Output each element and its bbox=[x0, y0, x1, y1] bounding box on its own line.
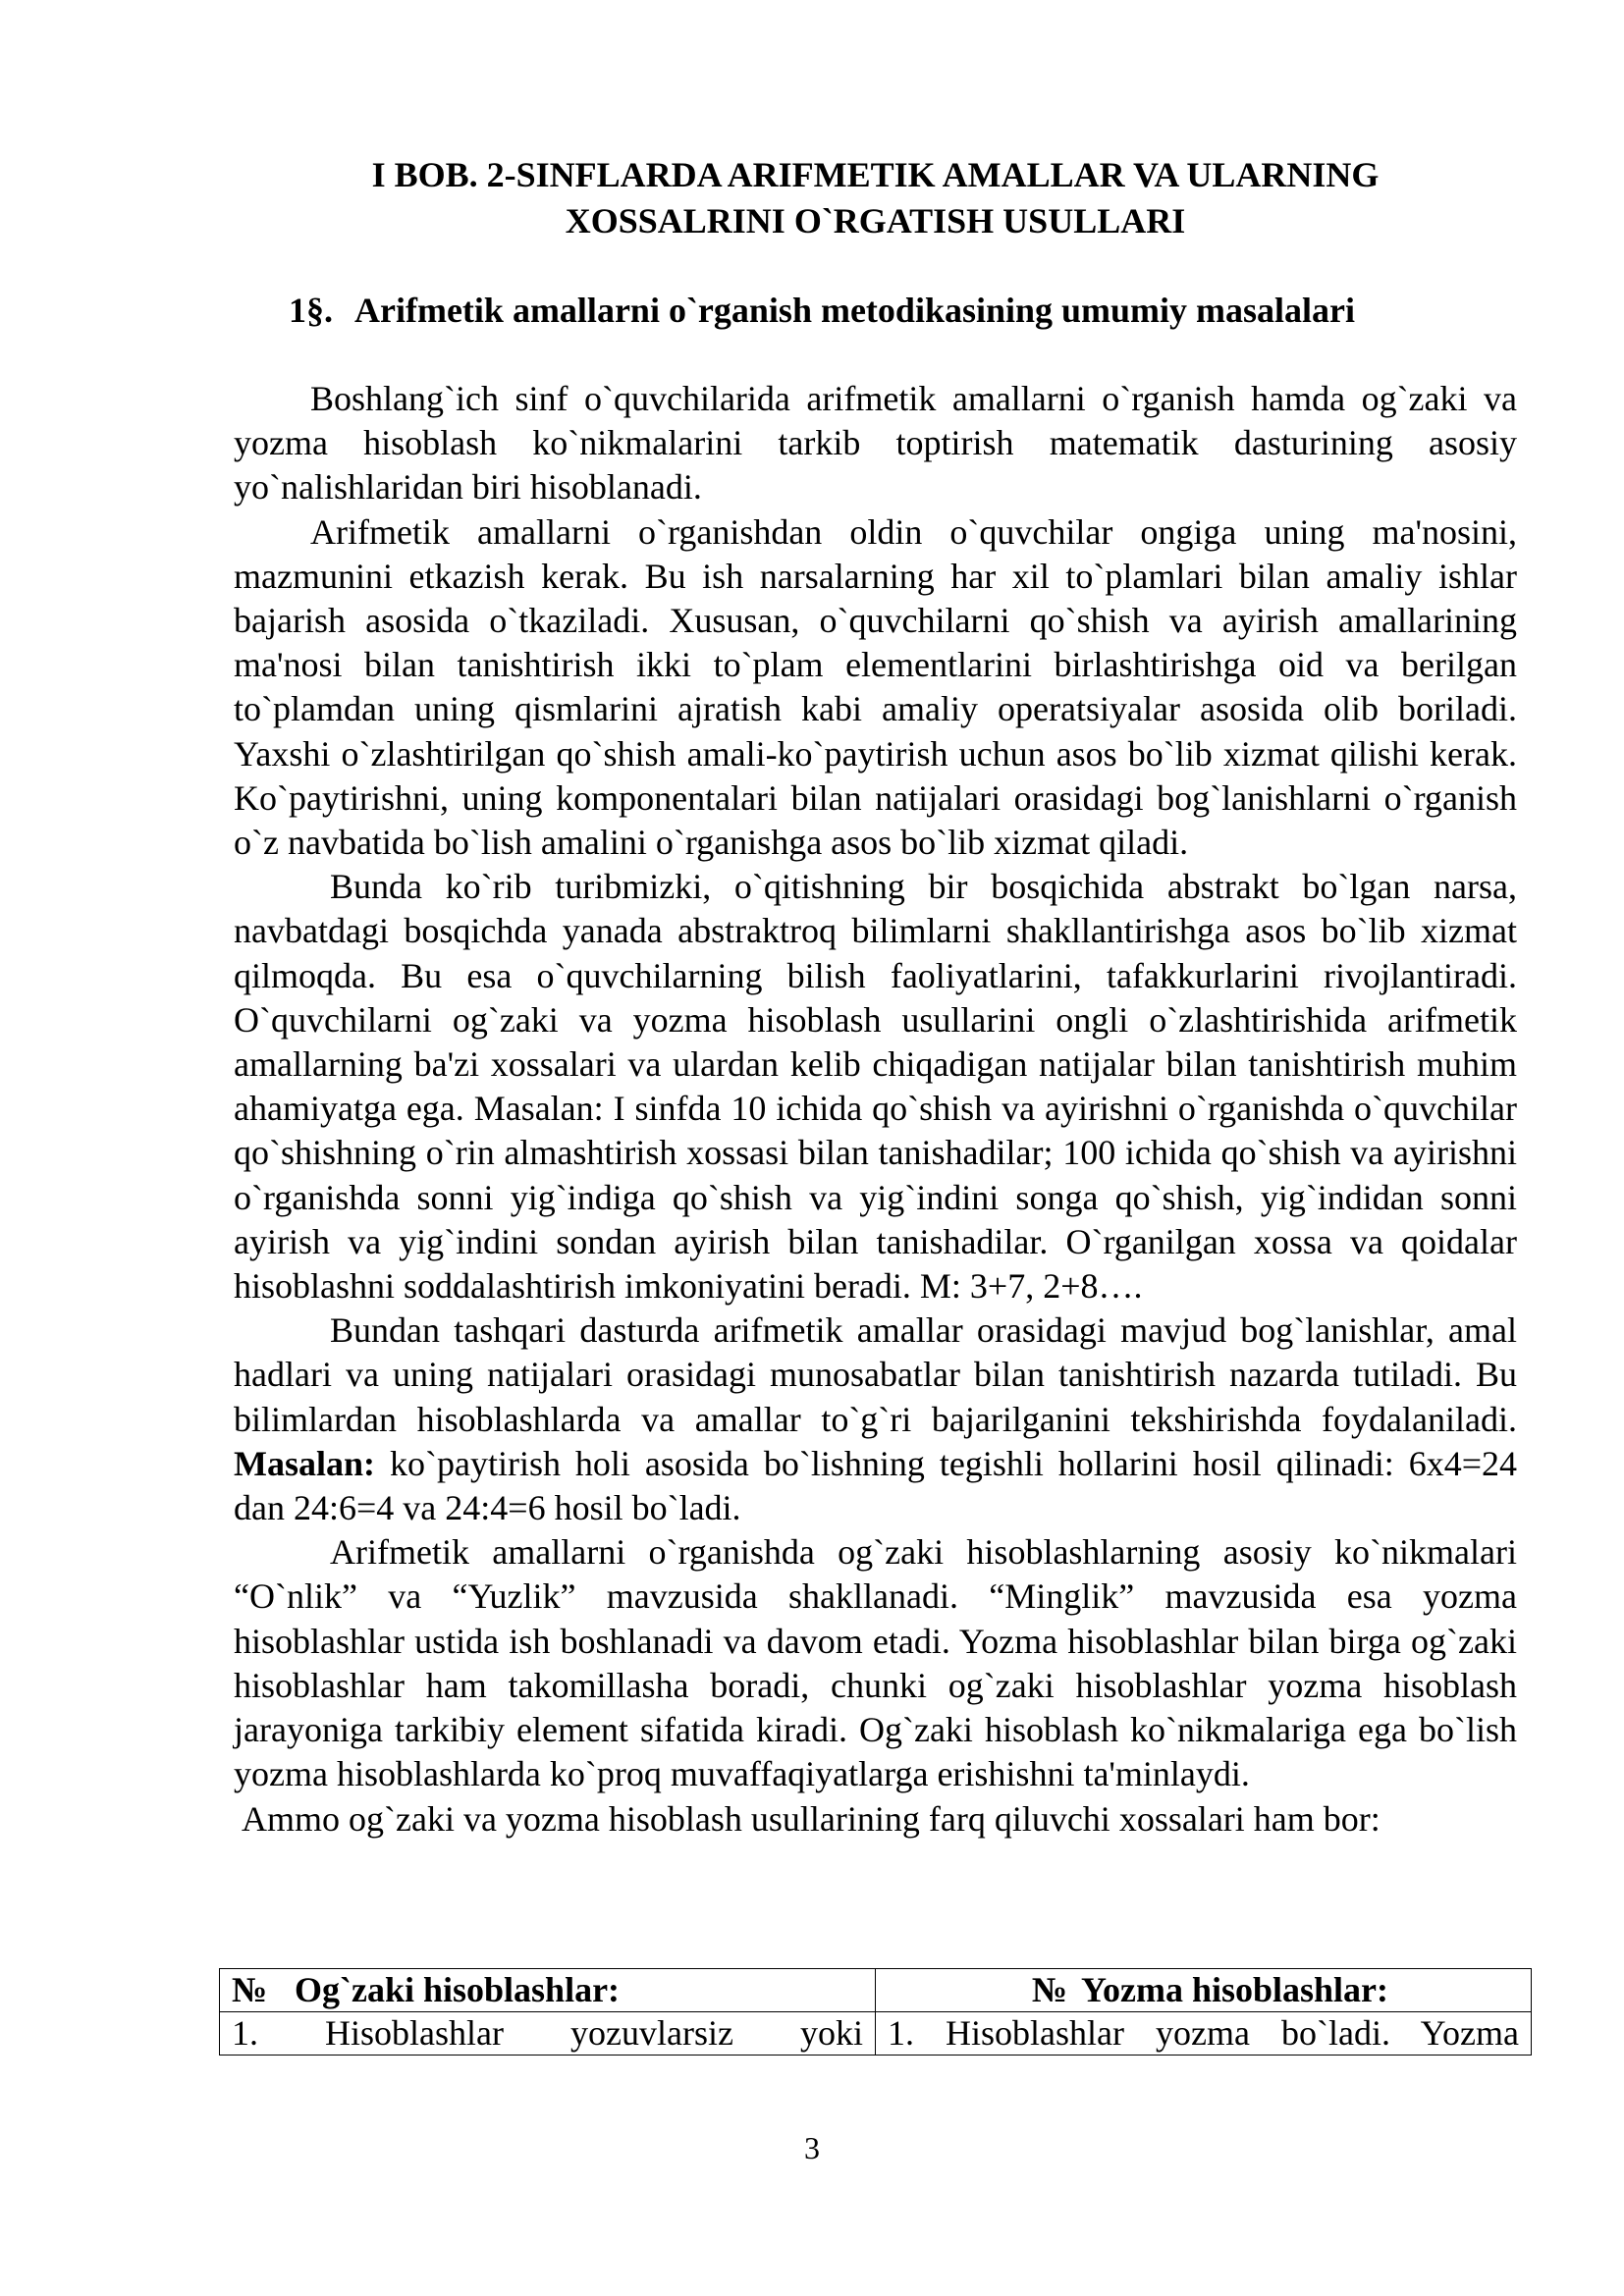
header-written-calculations bbox=[876, 1969, 1532, 2012]
comparison-table bbox=[219, 1968, 1532, 2056]
body-text bbox=[234, 377, 1517, 1842]
table-cell-oral-1: 1. Hisoblashlar yozuvlarsiz yoki bbox=[220, 2012, 876, 2056]
paragraph-2: Arifmetik amallarni o`rganishdan oldin o`quvchilar ongiga uning ma'nosini, mazmunini etkazish kerak. Bu ish narsalarning har xil to`plamlari bilan amaliy ishlar bajarish asosida o`tkaziladi. Xususan, o`quvchilarni qo`shish va ayirish amallarining ma'nosi bilan tanishtirish ikki to`plam elementlarini birlashtirishga oid va berilgan to`plamdan uning qismlarini ajratish kabi amaliy operatsiyalar asosida olib boriladi. Yaxshi o`zlashtirilgan qo`shish amali-ko`paytirish uchun asos bo`lib xizmat qilishi kerak. Ko`paytirishni, uning komponentalari bilan natijalari orasidagi bog`lanishlarni o`rganish o`z navbatida bo`lish amalini o`rganishga asos bo`lib xizmat qiladi. bbox=[234, 511, 1517, 863]
section-number: 1§. bbox=[289, 291, 333, 330]
page-content bbox=[234, 152, 1517, 1842]
header-left-number: № bbox=[232, 1970, 268, 2009]
chapter-title-line-1: I BOB. 2-SINFLARDA ARIFMETIK AMALLAR VA ULARNING bbox=[371, 155, 1380, 194]
paragraph-3: Bunda ko`rib turibmizki, o`qitishning bir bosqichida abstrakt bo`lgan narsa, navbatdagi bosqichda yanada abstraktroq bilimlarni shakllantirishga asos bo`lib xizmat qilmoqda. Bu esa o`quvchilarning bilish faoliyatlarini, tafakkurlarini rivojlantiradi. O`quvchilarni og`zaki va yozma hisoblash usullarini ongli o`zlashtirishida arifmetik amallarning ba'zi xossalari va ulardan kelib chiqadigan natijalar bilan tanishtirish muhim ahamiyatga ega. Masalan: I sinfda 10 ichida qo`shish va ayirishni o`rganishda o`quvchilar qo`shishning o`rin almashtirish xossasi bilan tanishadilar; 100 ichida qo`shish va ayirishni o`rganishda sonni yig`indiga qo`shish va yig`indini songa qo`shish, yig`indidan sonni ayirish va yig`indini sondan ayirish bilan tanishadilar. O`rganilgan xossa va qoidalar hisoblashni soddalashtirish imkoniyatini beradi. M: 3+7, 2+8…. bbox=[234, 867, 1517, 1307]
header-right-label: Yozma hisoblashlar: bbox=[1080, 1970, 1389, 2009]
header-right-number: № bbox=[1031, 1970, 1068, 2009]
paragraph-4-text-before: Bundan tashqari dasturda arifmetik amallar orasidagi mavjud bog`lanishlar, amal hadlari va uning natijalari orasidagi munosabatlar bilan tanishtirish nazarda tutiladi. Bu bilimlardan hisoblashlarda va amallar to`g`ri bajarilganini tekshirishda foydalaniladi. bbox=[234, 1310, 1517, 1439]
table-row bbox=[220, 2012, 1532, 2056]
table-header-row bbox=[220, 1969, 1532, 2012]
chapter-title-line-2: XOSSALRINI O`RGATISH USULLARI bbox=[565, 201, 1186, 240]
chapter-title bbox=[234, 152, 1517, 244]
paragraph-4 bbox=[234, 1308, 1517, 1530]
paragraph-6: Ammo og`zaki va yozma hisoblash usullarining farq qiluvchi xossalari ham bor: bbox=[242, 1798, 1380, 1839]
table-cell-written-1: 1. Hisoblashlar yozma bo`ladi. Yozma bbox=[876, 2012, 1532, 2056]
paragraph-4-bold-example: Masalan: bbox=[234, 1443, 375, 1483]
header-oral-calculations bbox=[220, 1969, 876, 2012]
header-left-label: Og`zaki hisoblashlar: bbox=[295, 1970, 621, 2009]
paragraph-4-text-after: ko`paytirish holi asosida bo`lishning tegishli hollarini hosil qilinadi: 6x4=24 dan 24:6=4 va 24:4=6 hosil bo`ladi. bbox=[234, 1443, 1518, 1528]
paragraph-5: Arifmetik amallarni o`rganishda og`zaki hisoblashlarning asosiy ko`nikmalari “O`nlik” va “Yuzlik” mavzusida shakllanadi. “Minglik” mavzusida esa yozma hisoblashlar ustida ish boshlanadi va davom etadi. Yozma hisoblashlar bilan birga og`zaki hisoblashlar ham takomillasha boradi, chunki og`zaki hisoblashlar yozma hisoblash jarayoniga tarkibiy element sifatida kiradi. Og`zaki hisoblash ko`nikmalariga ega bo`lish yozma hisoblashlarda ko`proq muvaffaqiyatlarga erishishni ta'minlaydi. bbox=[234, 1532, 1517, 1794]
paragraph-1: Boshlang`ich sinf o`quvchilarida arifmetik amallarni o`rganish hamda og`zaki va yozma hisoblash ko`nikmalarini tarkib toptirish matematik dasturining asosiy yo`nalishlaridan biri hisoblanadi. bbox=[234, 379, 1517, 507]
section-heading: Arifmetik amallarni o`rganish metodikasining umumiy masalalari bbox=[354, 291, 1356, 330]
section-title bbox=[234, 288, 1517, 334]
page-number: 3 bbox=[804, 2130, 820, 2165]
